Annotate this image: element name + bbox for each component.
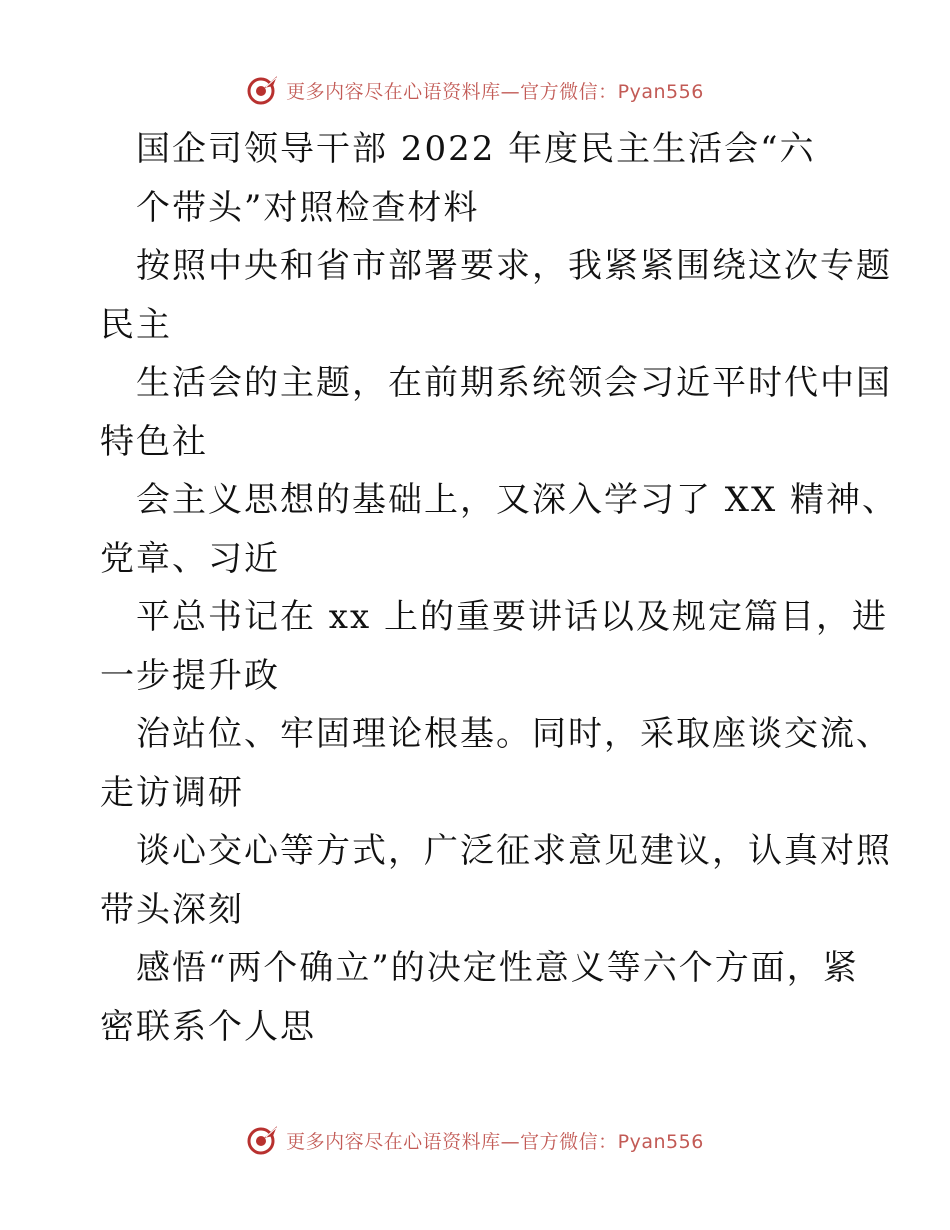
document-line: 谈心交心等方式，广泛征求意见建议，认真对照 <box>136 831 892 871</box>
document-line: 按照中央和省市部署要求，我紧紧围绕这次专题 <box>136 246 892 286</box>
document-line: 密联系个人思 <box>100 1006 316 1047</box>
banner-text: 更多内容尽在心语资料库—官方微信：Pyan556 <box>286 1130 704 1153</box>
document-line: 民主 <box>100 304 172 345</box>
document-line: 个带头”对照检查材料 <box>136 187 480 228</box>
quill-pen-logo-icon <box>246 1123 280 1157</box>
document-line: 生活会的主题，在前期系统领会习近平时代中国 <box>136 363 892 403</box>
document-line: 治站位、牢固理论根基。同时，采取座谈交流、 <box>136 714 892 754</box>
document-line: 特色社 <box>100 421 208 462</box>
document-line: 国企司领导干部 2022 年度民主生活会“六 <box>136 129 816 169</box>
document-line: 感悟“两个确立”的决定性意义等六个方面，紧 <box>136 948 859 988</box>
document-line: 党章、习近 <box>100 538 280 579</box>
banner-text: 更多内容尽在心语资料库—官方微信：Pyan556 <box>286 80 704 103</box>
document-line: 一步提升政 <box>100 655 280 696</box>
header-banner <box>0 70 950 110</box>
document-line: 带头深刻 <box>100 889 244 930</box>
document-line: 会主义思想的基础上，又深入学习了 XX 精神、 <box>136 480 899 520</box>
document-line: 平总书记在 xx 上的重要讲话以及规定篇目，进 <box>136 597 888 637</box>
quill-pen-logo-icon <box>246 73 280 107</box>
footer-banner <box>0 1120 950 1160</box>
document-line: 走访调研 <box>100 772 244 813</box>
document-body <box>100 120 899 1056</box>
